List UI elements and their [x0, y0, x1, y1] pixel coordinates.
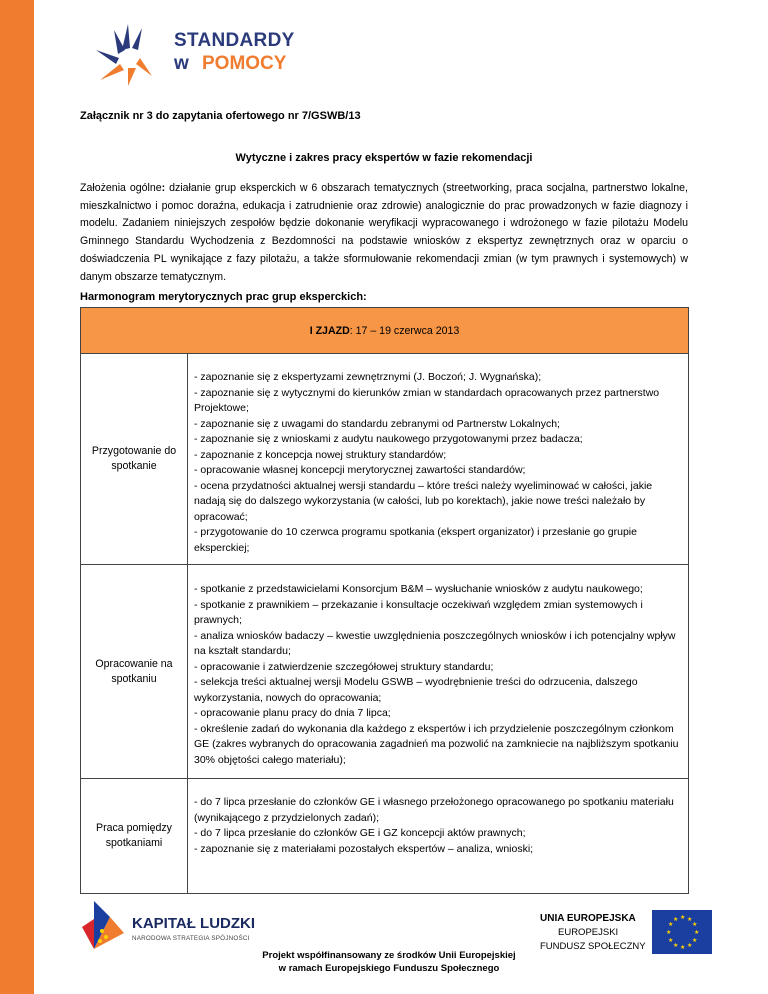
standardy-logo	[92, 20, 312, 90]
svg-text:★: ★	[673, 942, 679, 949]
harmonogram-title: Harmonogram merytorycznych prac grup eksperckich:	[80, 291, 367, 303]
left-accent-bar	[0, 0, 34, 994]
list-item: - selekcja treści aktualnej wersji Modelu GSWB – wyodrębnienie treści do odrzucenia, dalszego wykorzystania, nowych do opracowania;	[194, 676, 638, 704]
list-item: - zapoznanie się z uwagami do standardu zebranymi od Partnerstw Lokalnych;	[194, 417, 560, 430]
kapital-ludzki-logo-icon	[80, 897, 128, 952]
list-item: - określenie zadań do wykonania dla każdego z ekspertów i ich przydzielenie poszczególnym członkom GE (zakres wybranych do opracowania zagadnień ma pozwolić na zamkniecie na najbliższym spotkaniu 30% objętości całego materiału);	[194, 722, 679, 766]
eu-fund-logo	[540, 913, 730, 963]
svg-text:★: ★	[692, 921, 698, 928]
row-content	[188, 565, 688, 778]
row-label: Przygotowanie do spotkanie	[81, 354, 188, 564]
intro-text: działanie grup eksperckich w 6 obszarach tematycznych (streetworking, praca socjalna, partnerstwo lokalne, mieszkalnictwo i pomoc doraźna, edukacja i zatrudnienie oraz zdrowie) analogicznie do prac prowadzonych w fazie diagnozy i modelu. Zadaniem niniejszych zespołów będzie dokonanie weryfikacji wypracowanego i wdrożonego w fazie pilotażu Modelu Gminnego Standardu Wychodzenia z Bezdomności na podstawie wniosków z ekspertyz zewnętrznych oraz w oparciu o doświadczenia PL wynikające z fazy pilotażu, a także sformułowanie rekomendacji zmian (w tym prawnych i systemowych) w danym obszarze tematycznym.	[80, 182, 688, 283]
standardy-logo-icon	[92, 20, 172, 90]
document-reference: Załącznik nr 3 do zapytania ofertowego nr 7/GSWB/13	[80, 110, 361, 122]
logo-title: STANDARDY	[174, 30, 295, 51]
intro-lead: Założenia ogólne	[80, 182, 162, 194]
schedule-header-dates: : 17 – 19 czerwca 2013	[349, 324, 460, 337]
kapital-ludzki-logo	[80, 897, 290, 952]
list-item: - zapoznanie z koncepcja nowej struktury standardów;	[194, 448, 447, 461]
row-content	[188, 354, 688, 564]
logo-w: w	[174, 53, 189, 74]
footer-line-2: w ramach Europejskiego Funduszu Społecznego	[278, 962, 500, 974]
svg-text:★: ★	[668, 937, 674, 944]
schedule-header	[81, 308, 688, 354]
kapital-ludzki-subtitle: NARODOWA STRATEGIA SPÓJNOŚCI	[132, 935, 250, 942]
eu-european-label: EUROPEJSKI	[558, 927, 619, 938]
row-label: Opracowanie na spotkaniu	[81, 565, 188, 778]
schedule-table	[80, 307, 689, 894]
footer-cofinancing	[230, 950, 548, 975]
list-item: - spotkanie z prawnikiem – przekazanie i konsultacje oczekiwań względem zmian systemowych i prawnych;	[194, 598, 643, 626]
footer-line-1: Projekt współfinansowany ze środków Unii Europejskiej	[262, 950, 516, 961]
schedule-row-preparation	[81, 354, 688, 565]
svg-text:★: ★	[692, 937, 698, 944]
intro-paragraph	[80, 180, 688, 286]
list-item: - zapoznanie się z ekspertyzami zewnętrznymi (J. Boczoń; J. Wygnańska);	[194, 371, 542, 383]
svg-text:★: ★	[687, 916, 693, 923]
schedule-row-meeting	[81, 565, 688, 779]
list-item: - zapoznanie się z wnioskami z audytu naukowego przygotowanymi przez badacza;	[194, 433, 583, 445]
list-item: - do 7 lipca przesłanie do członków GE i GZ koncepcji aktów prawnych;	[194, 827, 526, 839]
svg-text:★: ★	[680, 914, 686, 921]
svg-text:★: ★	[687, 942, 693, 949]
list-item: - zapoznanie się z wytycznymi do kierunków zmian w standardach opracowanych przez partnerstwo Projektowe;	[194, 386, 660, 414]
list-item: - spotkanie z przedstawicielami Konsorcjum B&M – wysłuchanie wniosków z audytu naukowego;	[194, 583, 643, 595]
svg-text:★: ★	[680, 944, 686, 951]
row-content	[188, 779, 688, 893]
svg-text:★: ★	[673, 916, 679, 923]
eu-union-label: UNIA EUROPEJSKA	[540, 913, 636, 924]
intro-colon: :	[161, 182, 166, 194]
list-item: - opracowanie i zatwierdzenie szczegółowej struktury standardu;	[194, 660, 494, 673]
svg-text:★: ★	[666, 929, 672, 936]
document-title: Wytyczne i zakres pracy ekspertów w fazie rekomendacji	[235, 152, 533, 164]
logo-pomocy: POMOCY	[202, 53, 287, 74]
kapital-ludzki-title: KAPITAŁ LUDZKI	[132, 915, 256, 932]
list-item: - ocena przydatności aktualnej wersji standardu – które treści należy wyeliminować w całości, jakie nadają się do dalszego wykorzystania (w całości, lub po korektach), jakie nowe treści należało by opracować;	[194, 479, 653, 523]
list-item: - do 7 lipca przesłanie do członków GE i własnego przełożonego opracowanego po spotkaniu materiału (wynikającego z przydzielonych zadań);	[194, 796, 674, 824]
list-item: - przygotowanie do 10 czerwca programu spotkania (ekspert organizator) i przesłanie go grupie eksperckiej;	[194, 526, 637, 554]
svg-text:★: ★	[668, 921, 674, 928]
list-item: - zapoznanie się z materiałami pozostałych ekspertów – analiza, wnioski;	[194, 842, 534, 855]
schedule-header-label: I ZJAZD	[309, 324, 350, 337]
list-item: - opracowanie własnej koncepcji merytorycznej zawartości standardów;	[194, 464, 526, 476]
list-item: - opracowanie planu pracy do dnia 7 lipca;	[194, 707, 391, 719]
list-item: - analiza wniosków badaczy – kwestie uwzględnienia poszczególnych wniosków i ich potencjalny wpływ na kształt standardu;	[194, 629, 676, 657]
eu-social-fund-label: FUNDUSZ SPOŁECZNY	[540, 941, 646, 952]
svg-text:★: ★	[694, 929, 700, 936]
row-label: Praca pomiędzy spotkaniami	[81, 779, 188, 893]
eu-flag-icon	[652, 910, 712, 954]
schedule-row-between	[81, 779, 688, 893]
